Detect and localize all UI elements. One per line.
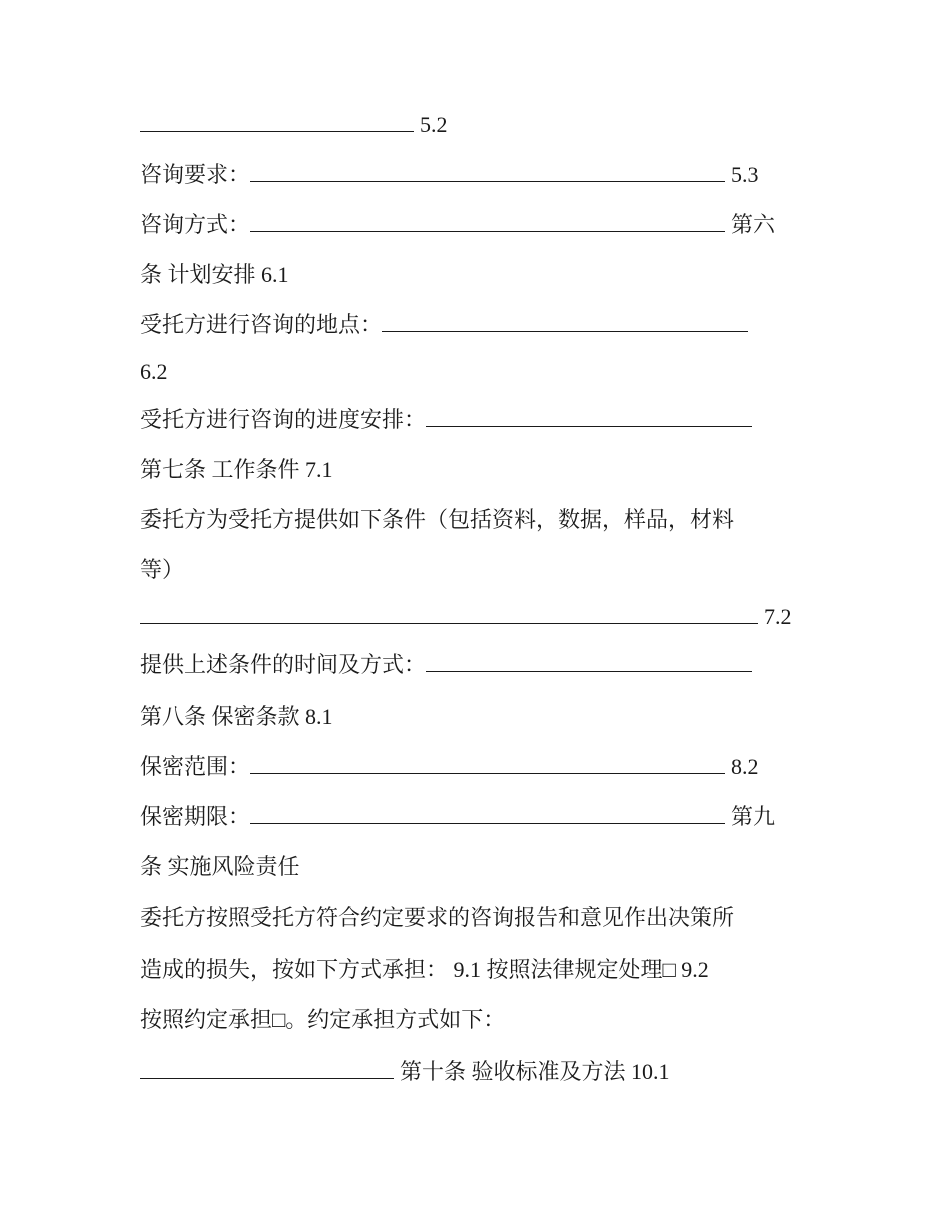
- section-number: 5.2: [420, 112, 448, 137]
- fill-blank[interactable]: [426, 653, 752, 672]
- paragraph-text: 造成的损失，按如下方式承担： 9.1 按照法律规定处理□ 9.2: [140, 957, 709, 982]
- line-article-10: [140, 1057, 670, 1087]
- section-number: 6.2: [140, 359, 168, 384]
- fill-blank[interactable]: [382, 313, 748, 332]
- line-confidential-term: [140, 802, 775, 832]
- fill-blank[interactable]: [140, 1060, 394, 1079]
- line-7-2: [140, 602, 792, 632]
- fill-blank[interactable]: [426, 408, 752, 427]
- section-heading: 条 计划安排 6.1: [140, 262, 289, 287]
- section-heading: 条 实施风险责任: [140, 854, 300, 879]
- line-article-6: [140, 260, 289, 290]
- field-label: 受托方进行咨询的进度安排：: [140, 407, 427, 432]
- section-heading: 第七条 工作条件 7.1: [140, 457, 333, 482]
- section-number: 7.2: [764, 604, 792, 629]
- line-consult-requirements: [140, 160, 759, 190]
- paragraph-text: 委托方按照受托方符合约定要求的咨询报告和意见作出决策所: [140, 905, 735, 930]
- field-label: 保密期限：: [140, 804, 251, 829]
- paragraph-text: 等）: [140, 557, 185, 582]
- fill-blank[interactable]: [140, 113, 414, 132]
- section-number: 8.2: [731, 754, 759, 779]
- line-6-2: [140, 357, 168, 387]
- line-risk-paragraph-2: [140, 955, 709, 985]
- field-label: 受托方进行咨询的地点：: [140, 312, 383, 337]
- section-heading-fragment: 第六: [731, 212, 776, 237]
- line-provided-conditions: [140, 505, 734, 535]
- line-5-2: [140, 110, 448, 140]
- line-consult-method: [140, 210, 775, 240]
- section-heading-fragment: 第九: [731, 804, 776, 829]
- fill-blank[interactable]: [140, 605, 758, 624]
- line-risk-paragraph-3: [140, 1005, 505, 1035]
- line-risk-paragraph-1: [140, 903, 734, 933]
- fill-blank[interactable]: [250, 213, 725, 232]
- fill-blank[interactable]: [250, 805, 725, 824]
- fill-blank[interactable]: [250, 163, 725, 182]
- paragraph-text: 按照约定承担□。约定承担方式如下：: [140, 1007, 506, 1032]
- line-consult-schedule: [140, 405, 758, 435]
- field-label: 咨询要求：: [140, 162, 251, 187]
- line-article-8: [140, 702, 333, 732]
- line-confidential-scope: [140, 752, 759, 782]
- line-conditions-time-method: [140, 650, 758, 680]
- field-label: 咨询方式：: [140, 212, 251, 237]
- section-heading: 第十条 验收标准及方法 10.1: [400, 1059, 670, 1084]
- field-label: 提供上述条件的时间及方式：: [140, 652, 427, 677]
- fill-blank[interactable]: [250, 755, 725, 774]
- section-heading: 第八条 保密条款 8.1: [140, 704, 333, 729]
- line-provided-conditions-cont: [140, 555, 184, 585]
- section-number: 5.3: [731, 162, 759, 187]
- line-article-9: [140, 852, 300, 882]
- line-consult-location: [140, 310, 754, 340]
- field-label: 保密范围：: [140, 754, 251, 779]
- line-article-7: [140, 455, 333, 485]
- paragraph-text: 委托方为受托方提供如下条件（包括资料，数据，样品，材料: [140, 507, 735, 532]
